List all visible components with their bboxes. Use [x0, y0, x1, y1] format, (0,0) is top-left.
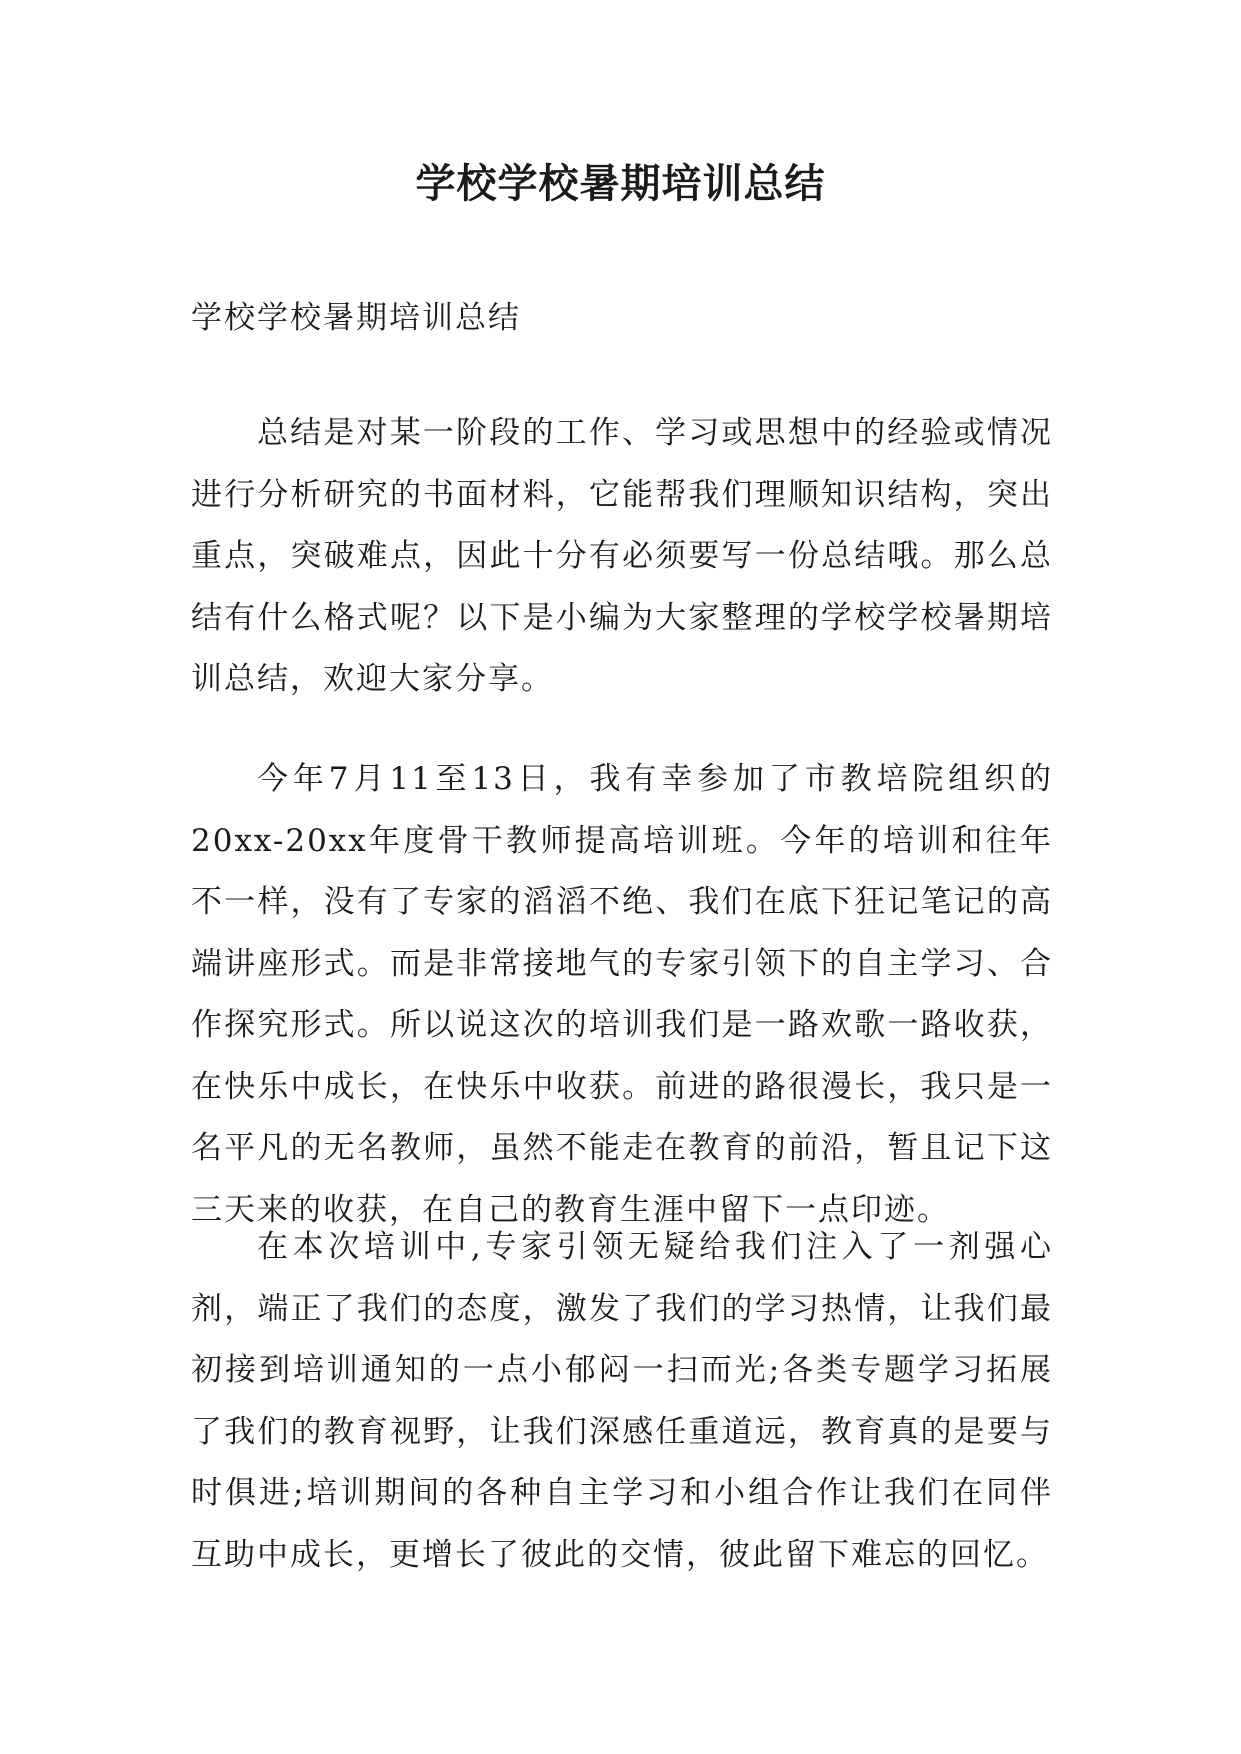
document-title: 学校学校暑期培训总结	[415, 161, 826, 207]
paragraph-training-experience: 今年7月11至13日，我有幸参加了市教培院组织的20xx-20xx年度骨干教师提高培训班。今年的培训和往年不一样，没有了专家的滔滔不绝、我们在底下狂记笔记的高端讲座形式。而是非常接地气的专家引领下的自主学习、合作探究形式。所以说这次的培训我们是一路欢歌一路收获，在快乐中成长，在快乐中收获。前进的路很漫长，我只是一名平凡的无名教师，虽然不能走在教育的前沿，暂且记下这三天来的收获，在自己的教育生涯中留下一点印迹。	[191, 761, 1053, 1228]
document-subtitle: 学校学校暑期培训总结	[191, 300, 521, 336]
paragraph-intro: 总结是对某一阶段的工作、学习或思想中的经验或情况进行分析研究的书面材料，它能帮我们理顺知识结构，突出重点，突破难点，因此十分有必须要写一份总结哦。那么总结有什么格式呢？以下是小编为大家整理的学校学校暑期培训总结，欢迎大家分享。	[191, 415, 1053, 697]
paragraph-training-reflection: 在本次培训中,专家引领无疑给我们注入了一剂强心剂，端正了我们的态度，激发了我们的学习热情，让我们最初接到培训通知的一点小郁闷一扫而光;各类专题学习拓展了我们的教育视野，让我们深感任重道远，教育真的是要与时俱进;培训期间的各种自主学习和小组合作让我们在同伴互助中成长，更增长了彼此的交情，彼此留下难忘的回忆。	[191, 1229, 1053, 1573]
